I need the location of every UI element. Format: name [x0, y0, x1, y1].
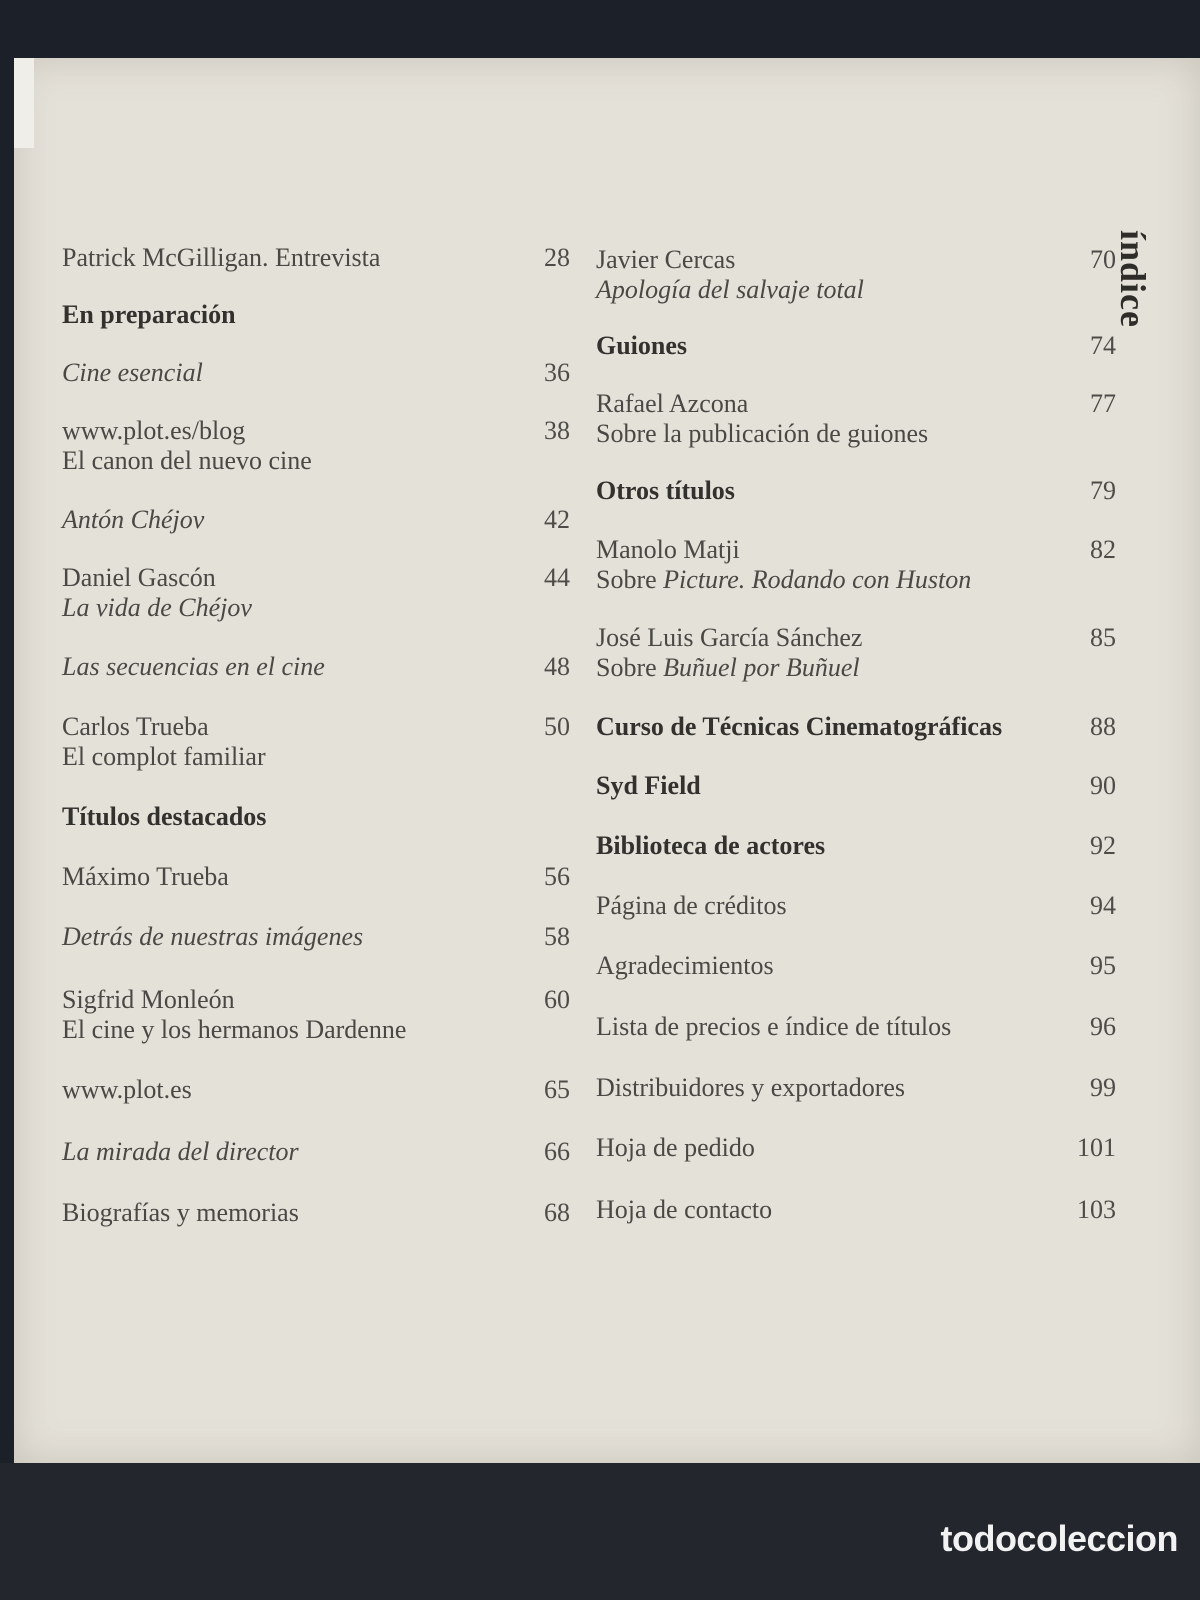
toc-entry: [62, 1137, 570, 1167]
toc-entry-title: Cine esencial: [62, 358, 203, 387]
toc-entry-title: Página de créditos: [596, 891, 787, 920]
toc-entry-title: Javier Cercas: [596, 245, 736, 274]
toc-entry-title: Guiones: [596, 331, 688, 360]
toc-entry-title: Biblioteca de actores: [596, 831, 826, 860]
toc-entry-title: Lista de precios e índice de títulos: [596, 1012, 952, 1041]
toc-entry-subtitle-text: El cine y los hermanos Dardenne: [62, 1015, 407, 1044]
toc-entry: [596, 1073, 1116, 1103]
toc-entry: [62, 416, 570, 476]
toc-entry: [62, 862, 570, 892]
toc-entry: [596, 831, 1116, 861]
toc-entry-title: www.plot.es: [62, 1075, 192, 1104]
toc-entry: [62, 243, 570, 273]
toc-entry: [62, 802, 570, 832]
toc-entry-title: Distribuidores y exportadores: [596, 1073, 906, 1102]
toc-entry-title: Rafael Azcona: [596, 389, 749, 418]
toc-page-number: 28: [544, 243, 570, 272]
toc-entry-subtitle-prefix: Sobre: [596, 653, 664, 682]
toc-page-number: 103: [1077, 1195, 1116, 1224]
toc-page-number: 85: [1090, 623, 1116, 652]
toc-page-number: 82: [1090, 535, 1116, 564]
toc-entry-subtitle-prefix: Sobre: [596, 565, 664, 594]
toc-entry: [596, 476, 1116, 506]
toc-entry-subtitle: [62, 446, 570, 476]
toc-page-number: 90: [1090, 771, 1116, 800]
toc-page-number: 101: [1077, 1133, 1116, 1162]
toc-entry-title: Daniel Gascón: [62, 563, 216, 592]
toc-entry: [62, 563, 570, 623]
toc-entry: [62, 1075, 570, 1105]
toc-page-number: 65: [544, 1075, 570, 1104]
toc-page-number: 50: [544, 712, 570, 741]
toc-page-number: 88: [1090, 712, 1116, 741]
toc-entry: [596, 1133, 1116, 1163]
toc-entry: [596, 951, 1116, 981]
toc-entry: [62, 300, 570, 330]
toc-page-number: 96: [1090, 1012, 1116, 1041]
toc-entry: [62, 358, 570, 388]
toc-entry: [596, 623, 1116, 683]
toc-entry-title: Curso de Técnicas Cinematográficas: [596, 712, 1003, 741]
toc-page-number: 74: [1090, 331, 1116, 360]
toc-entry-title: Carlos Trueba: [62, 712, 209, 741]
toc-entry: [62, 505, 570, 535]
toc-entry-title: Hoja de contacto: [596, 1195, 773, 1224]
toc-page-number: 36: [544, 358, 570, 387]
toc-entry-subtitle: [62, 1015, 570, 1045]
toc-entry: [596, 1195, 1116, 1225]
toc-page-number: 38: [544, 416, 570, 445]
toc-page-number: 60: [544, 985, 570, 1014]
toc-entry-title: Máximo Trueba: [62, 862, 229, 891]
toc-page-number: 92: [1090, 831, 1116, 860]
toc-entry-title: La mirada del director: [62, 1137, 299, 1166]
toc-entry: [596, 245, 1116, 305]
toc-entry: [596, 535, 1116, 595]
toc-entry: [596, 771, 1116, 801]
page-edge: [14, 58, 34, 148]
toc-page-number: 48: [544, 652, 570, 681]
toc-entry-title: www.plot.es/blog: [62, 416, 246, 445]
toc-entry-subtitle-text: La vida de Chéjov: [62, 593, 252, 622]
toc-entry-title: Sigfrid Monleón: [62, 985, 235, 1014]
toc-entry: [596, 1012, 1116, 1042]
toc-entry-title: Biografías y memorias: [62, 1198, 299, 1227]
toc-entry: [596, 331, 1116, 361]
toc-page-number: 99: [1090, 1073, 1116, 1102]
toc-entry-subtitle-text: Picture. Rodando con Huston: [663, 565, 972, 594]
toc-page-number: 58: [544, 922, 570, 951]
toc-entry-subtitle-text: El complot familiar: [62, 742, 266, 771]
toc-entry-subtitle-text: Sobre la publicación de guiones: [596, 419, 929, 448]
toc-entry-title: José Luis García Sánchez: [596, 623, 863, 652]
toc-page-number: 77: [1090, 389, 1116, 418]
toc-entry-subtitle: [596, 419, 1116, 449]
toc-entry-title: Títulos destacados: [62, 802, 267, 831]
toc-page-number: 56: [544, 862, 570, 891]
toc-page-number: 66: [544, 1137, 570, 1166]
watermark: todocoleccion: [940, 1518, 1178, 1559]
toc-page-number: 42: [544, 505, 570, 534]
toc-entry-subtitle: [596, 653, 1116, 683]
toc-entry-title: Syd Field: [596, 771, 701, 800]
toc-entry-subtitle: [596, 565, 1116, 595]
section-title: índice: [1113, 230, 1153, 329]
toc-entry: [596, 389, 1116, 449]
toc-entry: [596, 712, 1116, 742]
toc-entry-subtitle: [62, 593, 570, 623]
toc-entry-title: Antón Chéjov: [62, 505, 205, 534]
toc-page-number: 70: [1090, 245, 1116, 274]
toc-entry: [62, 985, 570, 1045]
toc-entry-title: En preparación: [62, 300, 236, 329]
toc-page-number: 68: [544, 1198, 570, 1227]
toc-entry: [62, 1198, 570, 1228]
toc-entry-subtitle-text: Apología del salvaje total: [596, 275, 864, 304]
toc-page-number: 44: [544, 563, 570, 592]
toc-entry: [62, 652, 570, 682]
toc-entry-title: Manolo Matji: [596, 535, 740, 564]
toc-entry-subtitle: [62, 742, 570, 772]
toc-entry-subtitle-text: El canon del nuevo cine: [62, 446, 312, 475]
toc-page-number: 79: [1090, 476, 1116, 505]
toc-entry-subtitle-text: Buñuel por Buñuel: [663, 653, 860, 682]
toc-entry-title: Agradecimientos: [596, 951, 774, 980]
toc-page-number: 95: [1090, 951, 1116, 980]
toc-entry-title: Patrick McGilligan. Entrevista: [62, 243, 381, 272]
toc-entry-title: Las secuencias en el cine: [62, 652, 325, 681]
toc-page-number: 94: [1090, 891, 1116, 920]
toc-entry-title: Hoja de pedido: [596, 1133, 755, 1162]
toc-entry-title: Otros títulos: [596, 476, 735, 505]
toc-entry-subtitle: [596, 275, 1116, 305]
toc-entry: [62, 922, 570, 952]
toc-entry: [596, 891, 1116, 921]
toc-entry: [62, 712, 570, 772]
toc-entry-title: Detrás de nuestras imágenes: [62, 922, 364, 951]
